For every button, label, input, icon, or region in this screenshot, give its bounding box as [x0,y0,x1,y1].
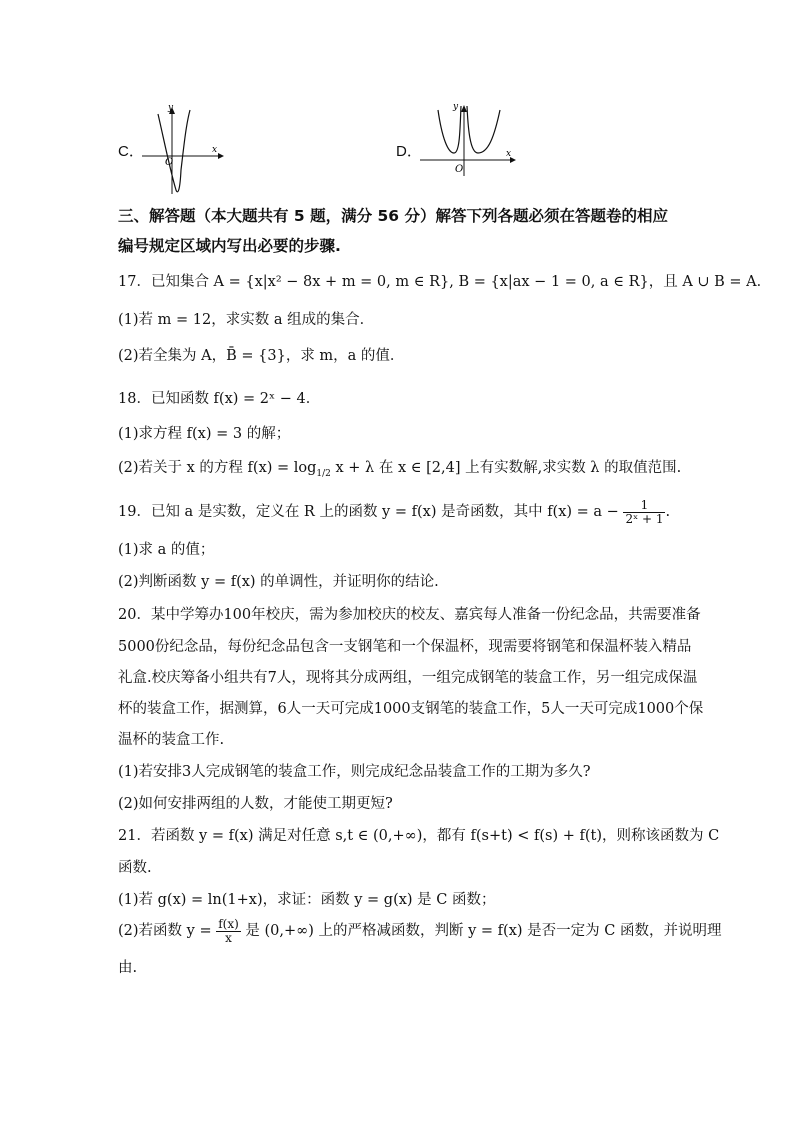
q18-part2-text-a: (2)若关于 x 的方程 f(x) = log [118,460,317,476]
q21-part2-text-a: (2)若函数 y = [118,923,212,939]
y-axis-arrow [461,105,467,112]
q18-part2-text-b: x + λ 在 x ∈ [2,4] 上有实数解,求实数 λ 的取值范围. [330,460,682,476]
origin-label: O [455,164,464,175]
q20-line4: 杯的装盒工作，据测算，6人一天可完成1000支钢笔的装盒工作，5人一天可完成1000个保 [118,701,704,717]
q21-line2: 函数. [118,860,152,876]
q21-part2 [118,914,721,948]
q21-line1: 21．若函数 y = f(x) 满足对任意 s,t ∈ (0,+∞)，都有 f(s+t) < f(s) + f(t)，则称该函数为 C [118,828,720,844]
q18-part2 [118,458,681,484]
q19-frac-num: 1 [623,499,665,513]
q19-stem [118,495,670,529]
y-label: y [168,103,174,113]
option-c-label: C． [118,143,144,160]
curve-d-left [438,106,461,153]
q21-part2-end: 由. [118,960,138,976]
x-label: x [212,145,218,155]
q19-part1: (1)求 a 的值； [118,542,215,558]
q18-part1: (1)求方程 f(x) = 3 的解； [118,426,291,442]
curve-d-right [467,106,500,153]
q20-line1: 20．某中学筹办100年校庆，需为参加校庆的校友、嘉宾每人准备一份纪念品，共需要准备 [118,607,701,623]
x-axis-arrow [218,153,224,159]
q17-stem: 17．已知集合 A = {x|x² − 8x + m = 0, m ∈ R}, B = {x|ax − 1 = 0, a ∈ R}，且 A ∪ B = A． [118,274,772,290]
section3-heading-line2: 编号规定区域内写出必要的步骤. [118,237,341,255]
origin-label: O [165,157,174,168]
q21-frac-den: x [225,930,232,945]
q19-frac-den: 2ˣ + 1 [625,511,664,526]
y-label: y [453,102,459,112]
section3-heading-line1: 三、解答题（本大题共有 5 题，满分 56 分）解答下列各题必须在答题卷的相应 [118,207,668,225]
q20-line3: 礼盒.校庆筹备小组共有7人，现将其分成两组，一组完成钢笔的装盒工作，另一组完成保温 [118,670,698,686]
option-c-graph [140,100,230,195]
q19-stem-end: . [665,504,671,520]
log-base: 1/2 [316,468,331,479]
q17-part1: (1)若 m = 12，求实数 a 组成的集合． [118,312,375,328]
curve-c [158,110,190,192]
q20-part1: (1)若安排3人完成钢笔的装盒工作，则完成纪念品装盒工作的工期为多久? [118,764,591,780]
q21-part1: (1)若 g(x) = ln(1+x)，求证：函数 y = g(x) 是 C 函数； [118,892,496,908]
q19-stem-text-a: 19．已知 a 是实数，定义在 R 上的函数 y = f(x) 是奇函数，其中 f(x) = a − [118,504,619,520]
option-d-graph [418,98,528,178]
q21-frac-num: f(x) [218,916,239,931]
q20-part2: (2)如何安排两组的人数，才能使工期更短? [118,796,393,812]
x-label: x [506,149,512,159]
q20-line5: 温杯的装盒工作. [118,732,225,748]
q19-fraction [623,499,665,526]
q17-part2: (2)若全集为 A，B̄ = {3}，求 m，a 的值． [118,348,405,364]
option-d-label: D． [396,143,422,160]
q21-part2-text-b: 是 (0,+∞) 上的严格减函数，判断 y = f(x) 是否一定为 C 函数，并说明理 [245,923,722,939]
q18-stem: 18．已知函数 f(x) = 2ˣ − 4． [118,391,321,407]
q21-fraction [216,918,241,945]
q19-part2: (2)判断函数 y = f(x) 的单调性，并证明你的结论. [118,574,439,590]
q20-line2: 5000份纪念品，每份纪念品包含一支钢笔和一个保温杯，现需要将钢笔和保温杯装入精品 [118,639,692,655]
